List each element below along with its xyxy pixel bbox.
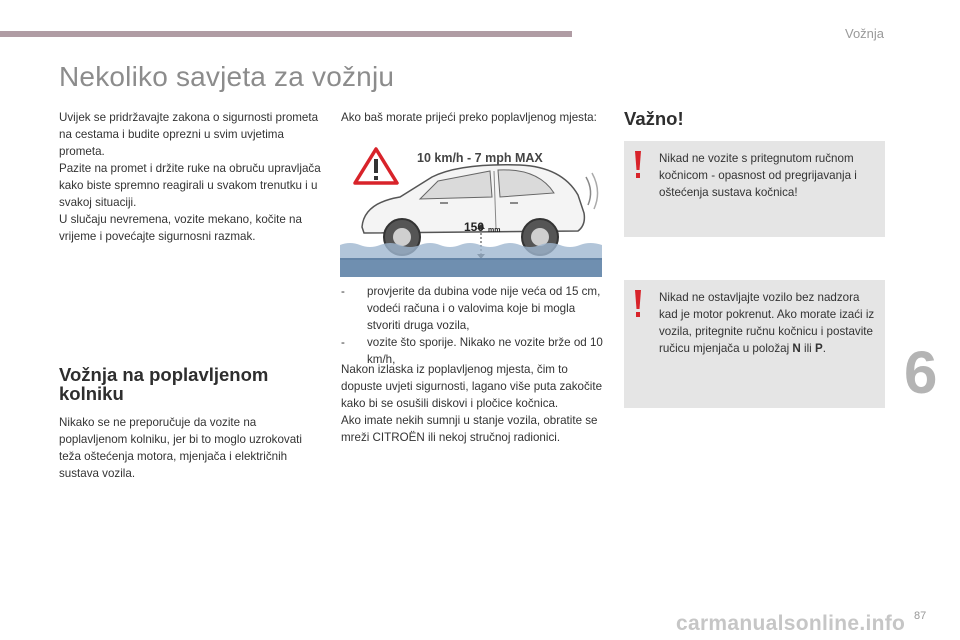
- warning-text: Nikad ne ostavljajte vozilo bez nadzora kad je motor pokrenut. Ako morate izaći iz vozila, pritegnite ručnu kočnicu i postavite ručicu mjenjača u položaj N ili P.: [659, 291, 875, 355]
- paragraph: Uvijek se pridržavajte zakona o sigurnosti prometa na cestama i budite oprezni u svim uvjetima prometa.: [59, 111, 319, 158]
- important-heading: Važno!: [624, 108, 684, 129]
- warning-box-handbrake: [624, 141, 885, 237]
- flood-checklist: [341, 283, 606, 368]
- chapter-number: 6: [904, 339, 938, 406]
- flood-text: [59, 414, 325, 482]
- after-flood-text: [341, 361, 606, 446]
- section-name: Vožnja: [845, 26, 885, 41]
- page-title: Nekoliko savjeta za vožnju: [59, 61, 395, 92]
- paragraph: Nakon izlaska iz poplavljenog mjesta, čim to dopuste uvjeti sigurnosti, lagano više puta zakočite kako bi se osušili diskovi i pločice kočnica.: [341, 363, 603, 410]
- flood-intro: [341, 109, 603, 126]
- header-rule: [0, 31, 572, 37]
- paragraph: Nikako se ne preporučuje da vozite na poplavljenom kolniku, jer bi to moglo uzrokovati teža oštećenja motora, mjenjača i električnih sustava vozila.: [59, 416, 302, 480]
- list-item: - provjerite da dubina vode nije veća od 15 cm, vodeći računa i o valovima koje bi mogla stvoriti druga vozila,: [341, 285, 601, 332]
- warning-box-unattended: [624, 280, 885, 408]
- depth-value: 150: [464, 220, 485, 234]
- depth-unit: mm: [488, 227, 501, 234]
- paragraph: Ako baš morate prijeći preko poplavljenog mjesta:: [341, 111, 597, 124]
- water-waves: [340, 243, 602, 277]
- speed-limit-label: 10 km/h - 7 mph MAX: [417, 151, 543, 165]
- paragraph: Ako imate nekih sumnji u stanje vozila, obratite se mreži CITROËN ili nekoj stručnoj radionici.: [341, 414, 598, 444]
- gear-n: N: [792, 342, 801, 355]
- paragraph: Pazite na promet i držite ruke na obruču upravljača kako biste spremno reagirali u svakom trenutku i u svakoj situaciji.: [59, 162, 321, 209]
- list-item: - vozite što sporije. Nikako ne vozite brže od 10 km/h,: [341, 336, 603, 366]
- flood-heading: Vožnja na poplavljenom kolniku: [59, 364, 269, 404]
- page-number: 87: [914, 610, 927, 622]
- paragraph: U slučaju nevremena, vozite mekano, kočite na vrijeme i povećajte sigurnosni razmak.: [59, 213, 302, 243]
- flood-driving-illustration: [340, 141, 602, 277]
- exclamation-icon: [634, 151, 642, 179]
- watermark: carmanualsonline.info: [676, 612, 906, 635]
- gear-p: P: [814, 342, 823, 355]
- warning-text: Nikad ne vozite s pritegnutom ručnom kočnicom - opasnost od pregrijavanja i oštećenja sustava kočnica!: [659, 152, 857, 199]
- driving-advice-text: [59, 109, 321, 245]
- exclamation-icon: [634, 290, 642, 318]
